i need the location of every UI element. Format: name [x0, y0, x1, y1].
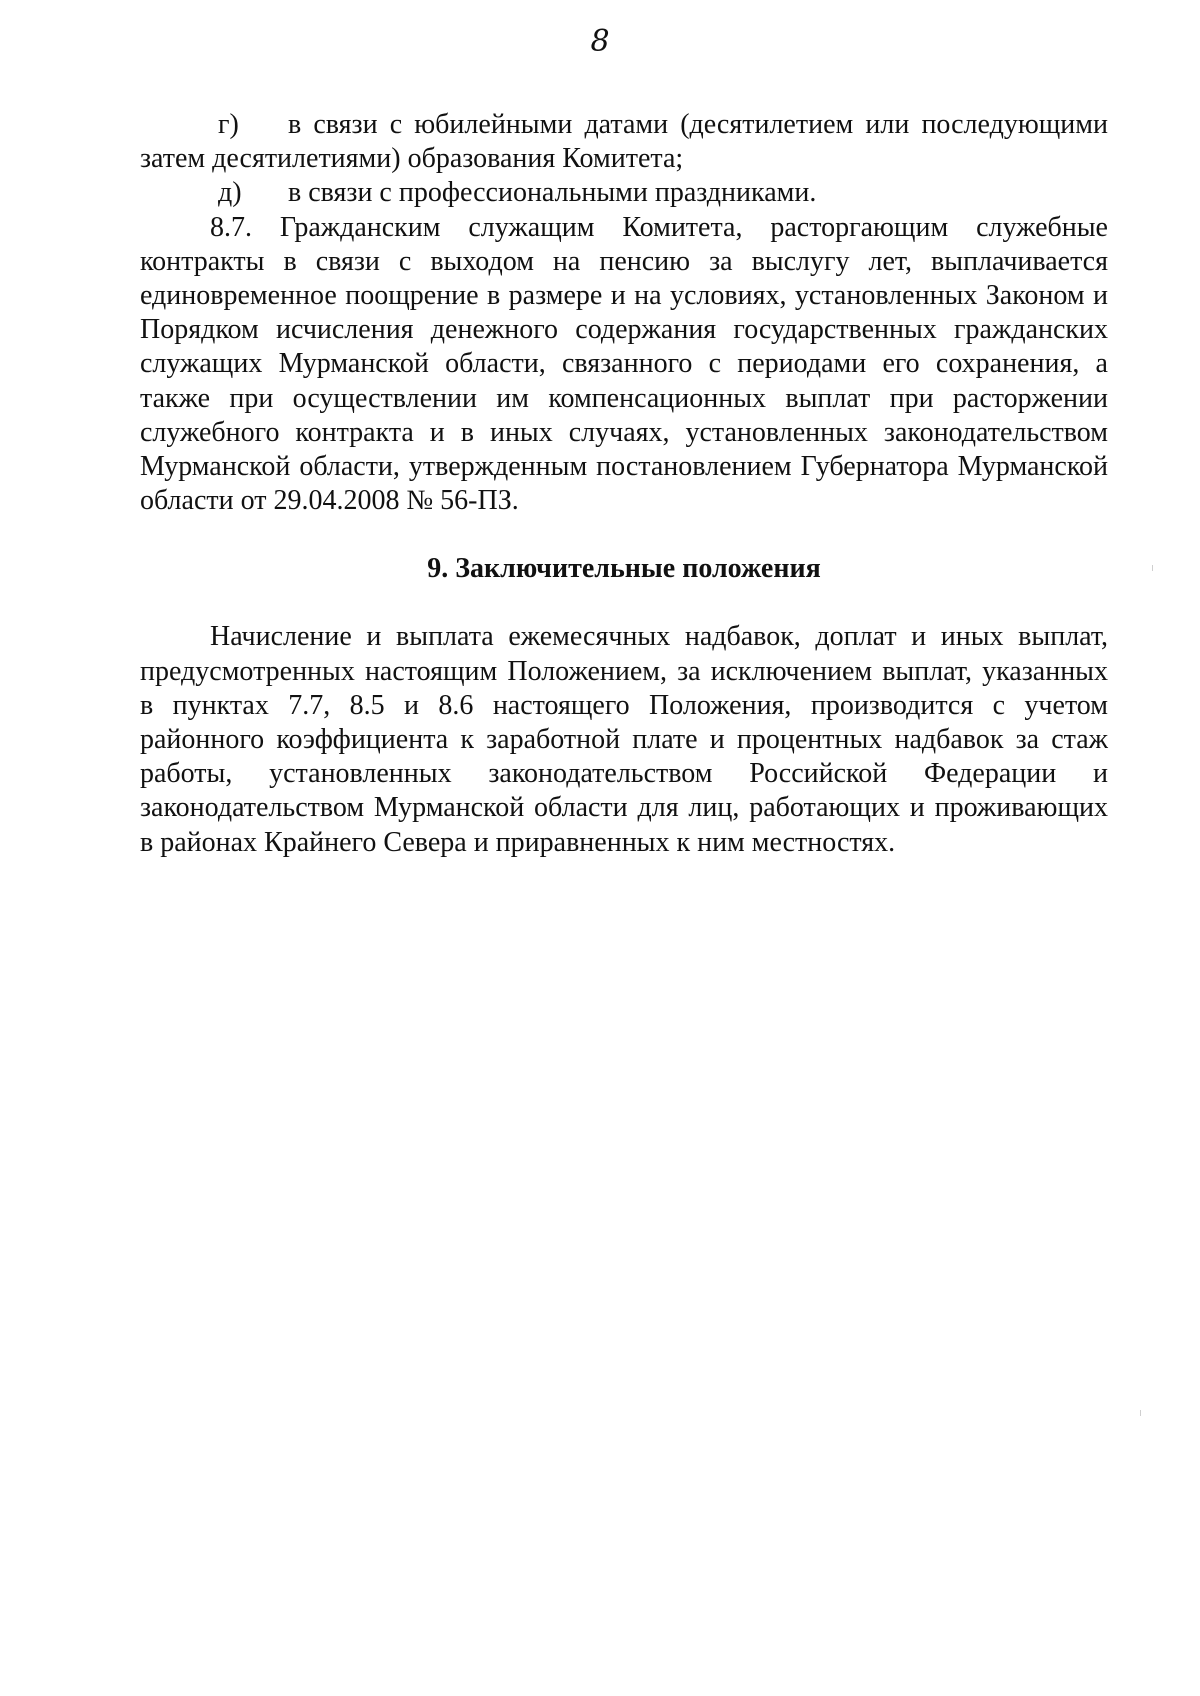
list-item-d	[140, 176, 1108, 210]
document-body	[140, 108, 1108, 860]
list-marker-d: д)	[218, 177, 242, 209]
list-marker-g: г)	[218, 109, 239, 140]
list-text-g-line1: в связи с юбилейными датами (десятилетием или последующими	[288, 109, 1108, 140]
section-9-heading: 9. Заключительные положения	[427, 553, 821, 585]
scan-artifact	[1152, 565, 1153, 571]
list-text-g-line2: затем десятилетиями) образования Комитета;	[140, 143, 684, 175]
list-text-d: в связи с профессиональными праздниками.	[288, 177, 817, 209]
clause-8-7-paragraph: 8.7. Гражданским служащим Комитета, расторгающим служебные контракты в связи с выходом на пенсию за выслугу лет, выплачивается единовременное поощрение в размере и на условиях, установленных Законом и Порядком исчисления денежного содержания государственных гражданских служащих Мурманской области, связанного с периодами его сохранения, а также при осуществлении им компенсационных выплат при расторжении служебного контракта и в иных случаях, установленных законодательством Мурманской области, утвержденным постановлением Губернатора Мурманской области от 29.04.2008 № 56-ПЗ.	[140, 211, 1108, 517]
section-9-paragraph: Начисление и выплата ежемесячных надбавок, доплат и иных выплат, предусмотренных настоящим Положением, за исключением выплат, указанных в пунктах 7.7, 8.5 и 8.6 настоящего Положения, производится с учетом районного коэффициента к заработной плате и процентных надбавок за стаж работы, установленных законодательством Российской Федерации и законодательством Мурманской области для лиц, работающих и проживающих в районах Крайнего Севера и приравненных к ним местностях.	[140, 621, 1108, 858]
list-item-g	[140, 108, 1108, 142]
page-number: 8	[590, 24, 610, 59]
scan-artifact	[1140, 1410, 1141, 1416]
